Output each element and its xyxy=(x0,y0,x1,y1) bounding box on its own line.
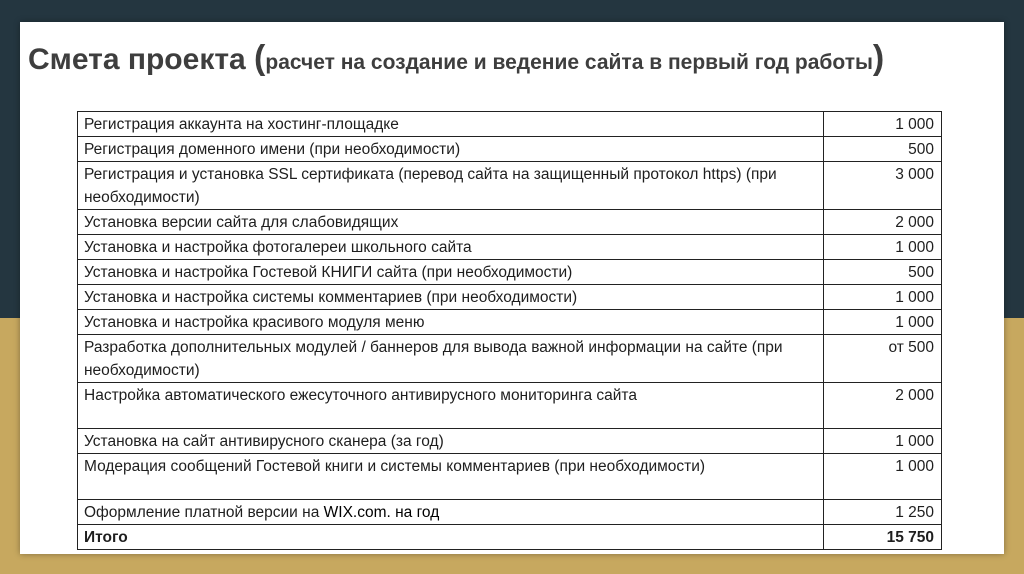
wix-link-text: WIX.com. на год xyxy=(323,504,440,521)
row-amount: 1 000 xyxy=(824,429,942,454)
row-description: Установка и настройка Гостевой КНИГИ сайта (при необходимости) xyxy=(78,260,824,285)
page-title xyxy=(28,36,884,85)
row-amount: 500 xyxy=(824,137,942,162)
slide xyxy=(20,22,1004,554)
row-amount: 1 000 xyxy=(824,235,942,260)
title-main: Смета проекта xyxy=(28,43,255,76)
table-row xyxy=(78,260,942,285)
total-amount: 15 750 xyxy=(824,525,942,550)
table-row xyxy=(78,112,942,137)
row-amount: 500 xyxy=(824,260,942,285)
table-row xyxy=(78,310,942,335)
title-open-paren: ( xyxy=(254,39,266,77)
row-description: Регистрация и установка SSL сертификата (перевод сайта на защищенный протокол https) (при необходимости) xyxy=(78,162,824,210)
row-description: Установка и настройка системы комментариев (при необходимости) xyxy=(78,285,824,310)
row-description: Разработка дополнительных модулей / баннеров для вывода важной информации на сайте (при необходимости) xyxy=(78,335,824,383)
estimate-table xyxy=(77,111,942,550)
row-description: Установка и настройка фотогалереи школьного сайта xyxy=(78,235,824,260)
table-row xyxy=(78,137,942,162)
row-amount: 1 000 xyxy=(824,310,942,335)
table-row xyxy=(78,162,942,210)
row-amount: 1 000 xyxy=(824,285,942,310)
row-amount: от 500 xyxy=(824,335,942,383)
table-row xyxy=(78,383,942,429)
title-close-paren: ) xyxy=(872,39,885,77)
row-description: Модерация сообщений Гостевой книги и системы комментариев (при необходимости) xyxy=(78,454,824,500)
row-amount: 1 250 xyxy=(824,500,942,525)
row-amount: 3 000 xyxy=(824,162,942,210)
row-amount: 2 000 xyxy=(824,383,942,429)
table-row xyxy=(78,335,942,383)
table-row xyxy=(78,500,942,525)
table-row xyxy=(78,454,942,500)
row-amount: 1 000 xyxy=(824,454,942,500)
table-row xyxy=(78,285,942,310)
table-row xyxy=(78,429,942,454)
row-description: Установка версии сайта для слабовидящих xyxy=(78,210,824,235)
table-row xyxy=(78,210,942,235)
row-description: Установка и настройка красивого модуля меню xyxy=(78,310,824,335)
row-description: Регистрация аккаунта на хостинг-площадке xyxy=(78,112,824,137)
title-subtitle: расчет на создание и ведение сайта в первый год работы xyxy=(265,51,873,74)
row-description: Регистрация доменного имени (при необходимости) xyxy=(78,137,824,162)
total-label: Итого xyxy=(78,525,824,550)
total-row xyxy=(78,525,942,550)
row-description xyxy=(78,500,824,525)
row-amount: 1 000 xyxy=(824,112,942,137)
table-row xyxy=(78,235,942,260)
row-description: Установка на сайт антивирусного сканера (за год) xyxy=(78,429,824,454)
row-amount: 2 000 xyxy=(824,210,942,235)
row-description-prefix: Оформление платной версии на xyxy=(84,504,324,521)
row-description: Настройка автоматического ежесуточного антивирусного мониторинга сайта xyxy=(78,383,824,429)
